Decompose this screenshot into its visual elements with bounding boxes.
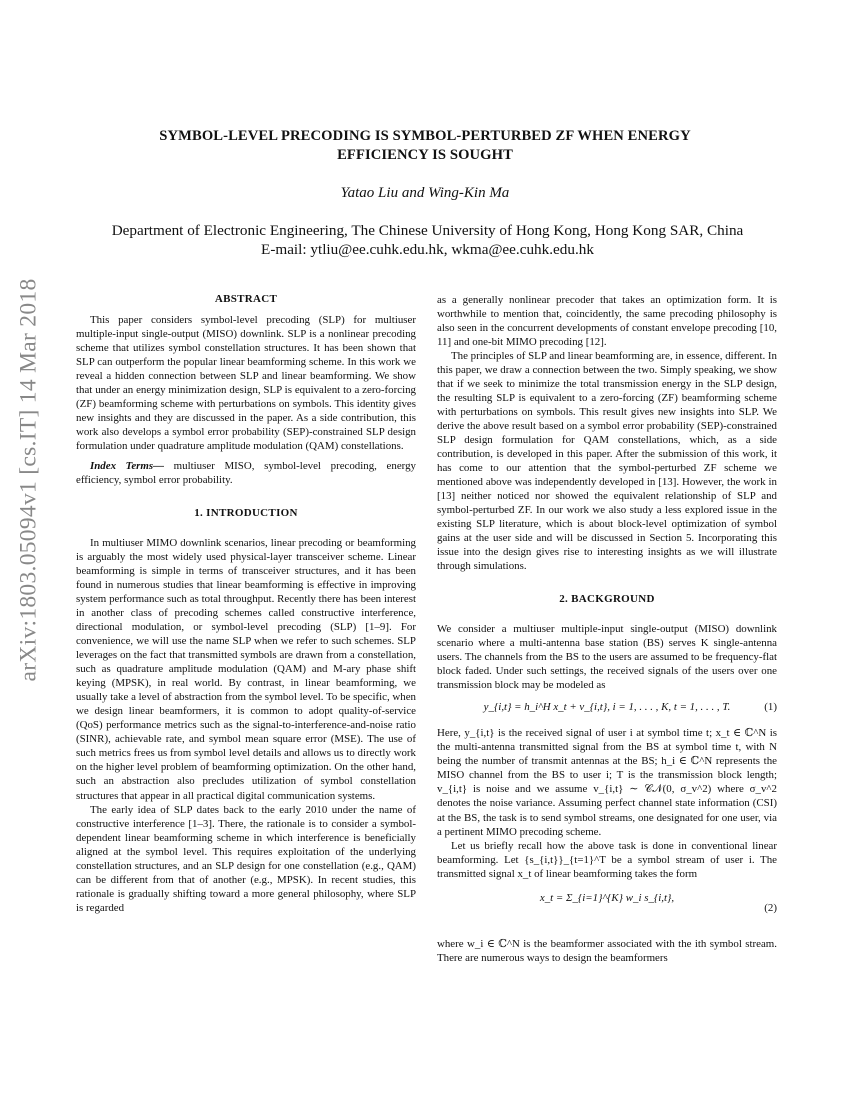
equation-2-number: (2): [764, 901, 777, 914]
equation-1-body: y_{i,t} = h_i^H x_t + v_{i,t}, i = 1, . . . , K, t = 1, . . . , T.: [483, 701, 731, 714]
background-paragraph-1: We consider a multiuser multiple-input single-output (MISO) downlink scenario where a multi-antenna base station (BS) serves K single-antenna users. The channels from the BS to the users are assumed to be frequency-flat block faded. Under such settings, the received signals of the users over one transmission block may be modeled as: [437, 623, 777, 692]
intro-paragraph-1: In multiuser MIMO downlink scenarios, linear precoding or beamforming is arguably the most widely used physical-layer transceiver scheme. Linear beamforming is simple in terms of transceiver structures, and it has been found in numerous studies that linear beamforming is effective in improving system performance such as total throughput. Recently there has been interest in another class of precoding schemes called constructive interference, directional modulation, or symbol-level precoding (SLP) [1–9]. For convenience, we will use the name SLP when we refer to such schemes. SLP leverages on the fact that transmitted symbols are drawn from a constellation, such as quadrature amplitude modulation (QAM) and M-ary phase shift keying (MPSK), in real world. By contrast, in linear beamforming, we usually take a level of abstraction from the symbol level. To be specific, when we design linear beamformers, it is common to adopt quality-of-service (QoS) performance metrics such as the signal-to-interference-and-noise ratio (SINR), achievable rate, and symbol mean square error (MSE). The use of such metrics frees us from symbol level details and allows us to directly work on the higher level problem of beamforming optimization. On the other hand, such an abstraction also precludes utilization of symbol constellation structures that appear in all practical digital communication systems.: [76, 537, 416, 802]
title-line-1: SYMBOL-LEVEL PRECODING IS SYMBOL-PERTURBED ZF WHEN ENERGY: [159, 128, 691, 144]
equation-1: [437, 700, 777, 718]
index-terms: [76, 459, 416, 487]
paper-title: [80, 127, 770, 165]
abstract-text: This paper considers symbol-level precoding (SLP) for multiuser multiple-input single-output (MISO) downlink. SLP is a nonlinear precoding scheme that utilizes symbol constellation structures. It has been shown that SLP can outperform the popular linear beamforming scheme. In this work we reveal a hidden connection between SLP and linear beamforming. We show that under an energy minimization design, SLP is equivalent to a zero-forcing (ZF) beamforming scheme with perturbations on symbols. This identity gives new insights and they are discussed in the paper. As a side contribution, this work also develops a symbol error probability (SEP)-constrained SLP design formulation under quadrature amplitude modulation (QAM) constellations.: [76, 314, 416, 453]
arxiv-identifier: arXiv:1803.05094v1 [cs.IT] 14 Mar 2018: [15, 278, 42, 682]
intro-paragraph-4: The principles of SLP and linear beamforming are, in essence, different. In this paper, we draw a connection between the two. Simply speaking, we show that if we seek to minimize the total transmission energy in the SLP design, the resulting SLP is equivalent to a zero-forcing (ZF) beamforming scheme with perturbations on symbols. This result gives new insights into SLP. We derive the above result based on a symbol error probability (SEP)-constrained SLP design formulation for QAM constellations, which, as a side contribution, is developed in this paper. After the submission of this work, it has come to our attention that the symbol-perturbed ZF scheme we mentioned above was independently developed in [13]. However, the work in [13] neither noticed nor showed the equivalent relationship of SLP and symbol-perturbed ZF. In our work we also study a less explored issue in the existing SLP literature, which is about block-level optimization of symbol gains at the user side and will be discussed in Section 5. Incorporating this issue into the design gives rise to interesting insights as we will illustrate through simulations.: [437, 350, 778, 573]
intro-paragraph-3: as a generally nonlinear precoder that takes an optimization form. It is worthwhile to mention that, coincidently, the same precoding philosophy is also seen in the concurrent developments of constant envelope precoding [10, 11] and one-bit MIMO precoding [12].: [437, 294, 777, 349]
background-paragraph-4: where w_i ∈ ℂ^N is the beamformer associated with the ith symbol stream. There are numerous ways to design the beamformers: [437, 937, 777, 964]
affiliation-block: [80, 221, 775, 259]
title-line-2: EFFICIENCY IS SOUGHT: [337, 147, 513, 163]
background-paragraph-3: Let us briefly recall how the above task is done in conventional linear beamforming. Let {s_{i,t}}_{t=1}^T be a symbol stream of user i. The transmitted signal x_t of linear beamforming takes the form: [437, 839, 777, 880]
email: E-mail: ytliu@ee.cuhk.edu.hk, wkma@ee.cuhk.edu.hk: [261, 241, 594, 258]
abstract-heading: ABSTRACT: [214, 293, 278, 305]
index-terms-label: Index Terms—: [90, 460, 165, 473]
section-1-heading: 1. INTRODUCTION: [194, 507, 298, 520]
background-paragraph-2: Here, y_{i,t} is the received signal of user i at symbol time t; x_t ∈ ℂ^N is the multi-antenna transmitted signal from the BS at symbol time t, with N being the number of transmit antennas at the BS; h_i ∈ ℂ^N represents the MISO channel from the BS to user i; T is the transmission block length; v_{i,t} is noise and we assume v_{i,t} ∼ 𝒞𝒩(0, σ_v^2) where σ_v^2 denotes the noise variance. Assuming perfect channel state information (CSI) at the BS, the task is to send symbol streams, one designated for one user, via a pertinent MIMO precoding scheme.: [437, 727, 777, 838]
affiliation: Department of Electronic Engineering, The Chinese University of Hong Kong, Hong Kong SAR, China: [111, 222, 744, 239]
right-column: [437, 293, 777, 965]
index-terms-text: multiuser MISO, symbol-level precoding, energy efficiency, symbol error probability.: [76, 460, 416, 487]
equation-2-body: x_t = Σ_{i=1}^{K} w_i s_{i,t},: [539, 891, 675, 904]
equation-1-number: (1): [764, 701, 777, 714]
section-2-heading: 2. BACKGROUND: [559, 593, 655, 606]
intro-paragraph-2: The early idea of SLP dates back to the early 2010 under the name of constructive interference [1–3]. There, the rationale is to consider a symbol-dependent linear beamforming scheme in which interference is beneficially aligned at the symbol level. This requires exploitation of the underlying constellation structures, and an SLP design for one constellation (e.g., QAM) can be different from that of another (e.g., MPSK). In recent studies, this rationale is gradually shifting toward a more general philosophy, where SLP is regarded: [76, 803, 416, 914]
equation-2: [437, 891, 777, 927]
authors: Yatao Liu and Wing-Kin Ma: [340, 185, 510, 201]
left-column: [76, 292, 416, 915]
arxiv-sidebar: [8, 270, 50, 690]
